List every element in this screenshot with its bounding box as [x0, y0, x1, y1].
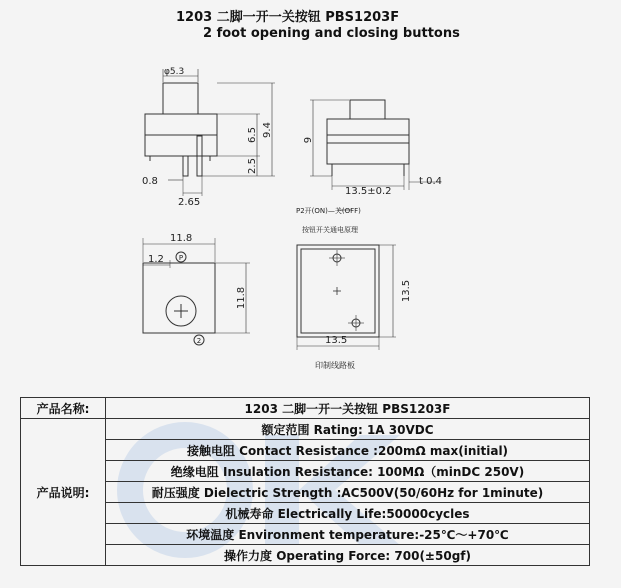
dim-total-height: 9.4 — [262, 122, 273, 138]
dim-pcb-height: 13.5 — [401, 279, 412, 303]
table-row — [21, 461, 590, 482]
dim-right-width: 13.5±0.2 — [345, 186, 392, 197]
dim-pin-offset: 1.2 — [148, 254, 164, 265]
spec-electrical-life: 机械寿命 Electrically Life:50000cycles — [106, 503, 590, 524]
table-row — [21, 440, 590, 461]
bottom-body — [143, 263, 215, 333]
pcb-caption: 印制线路板 — [315, 361, 355, 370]
table-row — [21, 503, 590, 524]
spec-dielectric-strength: 耐压强度 Dielectric Strength :AC500V(50/60Hz for 1minute) — [106, 482, 590, 503]
table-row — [21, 419, 590, 440]
dim-pin-spacing: 2.65 — [178, 197, 201, 208]
dim-pcb-width: 13.5 — [325, 335, 348, 346]
spec-rating: 额定范围 Rating: 1A 30VDC — [106, 419, 590, 440]
description-label: 产品说明: — [21, 419, 106, 566]
dim-bottom-width: 11.8 — [170, 233, 193, 244]
table-row — [21, 524, 590, 545]
spec-operating-force: 操作力度 Operating Force: 700(±50gf) — [106, 545, 590, 566]
dim-pin-length: 2.5 — [247, 158, 258, 174]
product-name-value: 1203 二脚一开一关按钮 PBS1203F — [106, 398, 590, 419]
dim-bottom-height: 11.8 — [236, 286, 247, 310]
pin-left — [183, 156, 188, 176]
dim-pin-thickness: 0.8 — [142, 176, 158, 187]
state-label: P2开(ON)—关(OFF) — [296, 207, 361, 215]
page-title: 1203 二脚一开一关按钮 PBS1203F — [176, 10, 400, 25]
spec-table — [20, 397, 590, 566]
dim-diameter: φ5.3 — [164, 67, 185, 77]
table-row — [21, 398, 590, 419]
button-cap-right — [350, 100, 385, 119]
dim-right-height: 9 — [303, 136, 314, 144]
switch-body-right — [327, 119, 409, 164]
button-cap — [163, 83, 198, 114]
pin-2-label: 2 — [196, 337, 202, 345]
product-name-label: 产品名称: — [21, 398, 106, 419]
spec-environment-temperature: 环境温度 Environment temperature:-25℃～+70℃ — [106, 524, 590, 545]
spec-insulation-resistance: 绝缘电阻 Insulation Resistance: 100MΩ（minDC 250V) — [106, 461, 590, 482]
table-row — [21, 482, 590, 503]
circuit-title: 按钮开关通电原理 — [302, 226, 358, 234]
spec-contact-resistance: 接触电阻 Contact Resistance :200mΩ max(initial) — [106, 440, 590, 461]
table-row — [21, 545, 590, 566]
page-subtitle: 2 foot opening and closing buttons — [203, 26, 460, 41]
dim-body-height: 6.5 — [247, 127, 258, 143]
pin-p-label: P — [178, 254, 184, 262]
dim-plate-thickness: t 0.4 — [419, 176, 443, 187]
